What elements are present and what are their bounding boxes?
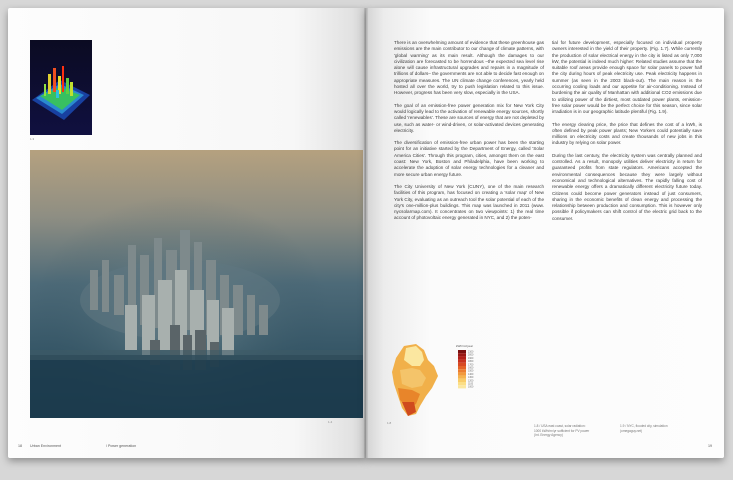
caption-solar-map: 1.8 / USA east coast, solar radiation: 1000 kWh/m²/yr sufficient for PV power (Int. Energy Agency) (534, 424, 590, 437)
folio-section: Urban Environment (30, 444, 61, 448)
legend-value: 2000 (468, 353, 474, 357)
fig-large-label: 1.4 (328, 420, 333, 424)
legend-value: 1100 (468, 382, 474, 386)
flooded-manhattan-photo (30, 150, 363, 418)
legend-value: 2100 (468, 350, 474, 354)
folio-number-left: 18 (18, 444, 22, 448)
paragraph: During the last century, the electricity system was centrally planned and controlled. As a result, monopoly utilities deliver electricity in return for guaranteed profits from state regulators. Americans accepted the environmental consequences because they were largely without economical and technological alternatives. The rapidly falling cost of renewable energy offers a dramatically different electricity future today. Citizens could become power generators instead of just consumers, sharing in the economic benefits of clean energy and processing the relationship between production and consumption. This is however only possible if policymakers can shift control of the electric grid back to the consumer. (552, 152, 702, 221)
folio-number-right: 19 (708, 444, 712, 448)
legend-value: 1700 (468, 363, 474, 367)
legend-value: 1500 (468, 369, 474, 373)
paragraph: tial for future development, especially focused on individual property owners interested in the yield of their property. (Fig. 1.7). While currently the production of solar electrical energy in the city is listed as only 7,000 kW, the potential is indeed much higher: Related studies assume that the suitable roof areas provide enough space for solar panels to power half the city during hours of peak electricity use. Peak electricity happens in summer (as seen in the 2003 black-out). The main reason is the occurring cooling loads and our appetite for air-conditioning. Instead of burdening the air quality of Manhattan with additional CO2 emissions due to utilizing power of the dirtiest, most outdated power plants, emission-free solar power would be the perfect choice for this season, since solar irradiation is in our geographic latitude plentiful (Fig. 1.9). (552, 40, 702, 115)
legend-value: 1000 (468, 385, 474, 389)
left-page (8, 8, 366, 458)
map-legend-title: kWh/m²/year (456, 344, 474, 348)
solar-radiation-map (386, 336, 496, 426)
paragraph: The energy clearing price, the price that defines the cost of a kWh, is often defined by peak power plants; New Yorkers could potentially save millions on electricity costs and create thousands of new jobs in this industry by relying on solar power. (552, 121, 702, 146)
magazine-spread (8, 8, 724, 460)
paragraph: The City University of New York (CUNY), one of the main research facilities of this program, has focused on creating a 'solar map' of New York City, evaluating as an outreach tool the solar potential of each of the city's one-million-plus buildings. This map was launched in 2011 (www. nycsolarmap.com). It concentrates on two viewpoints: 1) the real time account of photovoltaic energy generated in NYC, and 2) the poten- (394, 183, 544, 221)
text-column-1 (394, 40, 544, 228)
lidar-city-model-image (30, 40, 92, 135)
legend-value: 1300 (468, 376, 474, 380)
fig-small-label: 1.3 (30, 137, 35, 141)
legend-value: 1200 (468, 379, 474, 383)
paragraph: The diversification of emission-free urban power has been the starting point for an initiative started by the Department of Energy, called 'Solar America Cities'. Through this program, cities, amongst them on the east coast: New York, Boston and Philadelphia, have been working to accelerate the adoption of solar energy technologies for a cleaner and more secure urban energy future. (394, 140, 544, 177)
legend-value: 1600 (468, 366, 474, 370)
caption-flooded-city: 1.9 / NYC, flooded city, simulation (omegaguy.net) (620, 424, 668, 433)
spine-gutter (364, 8, 368, 458)
legend-value: 1400 (468, 372, 474, 376)
legend-value: 1900 (468, 356, 474, 360)
paragraph: The goal of an emission-free power generation mix for New York City would logically lead to the activation of renewable energy sources, shortly called 'renewables'. These are sources of energy that are not depleted by use, such as water- or wind-driven, or solar-activated devices generating electricity. (394, 102, 544, 133)
legend-value: 1800 (468, 360, 474, 364)
paragraph: There is an overwhelming amount of evidence that these greenhouse gas emissions are the main contributor to our change of climate patterns, with 'global warming' as its main result. Although the damages to our civilization are forecasted to be horrendous –the expected sea level rise alone will cause infrastructural upgrades and repairs in a magnitude of trillions of dollars– the governments are not able to decide fast enough on appropriate measures. The UN climate change conferences, yearly held hosted all over the world, try to push legislation related to this issue. However, progress has been very slow, especially in the USA. (394, 40, 544, 96)
map-fig-label: 1.8 (387, 421, 392, 425)
text-column-2 (552, 40, 702, 228)
folio-chapter: / Power generation (106, 444, 137, 448)
